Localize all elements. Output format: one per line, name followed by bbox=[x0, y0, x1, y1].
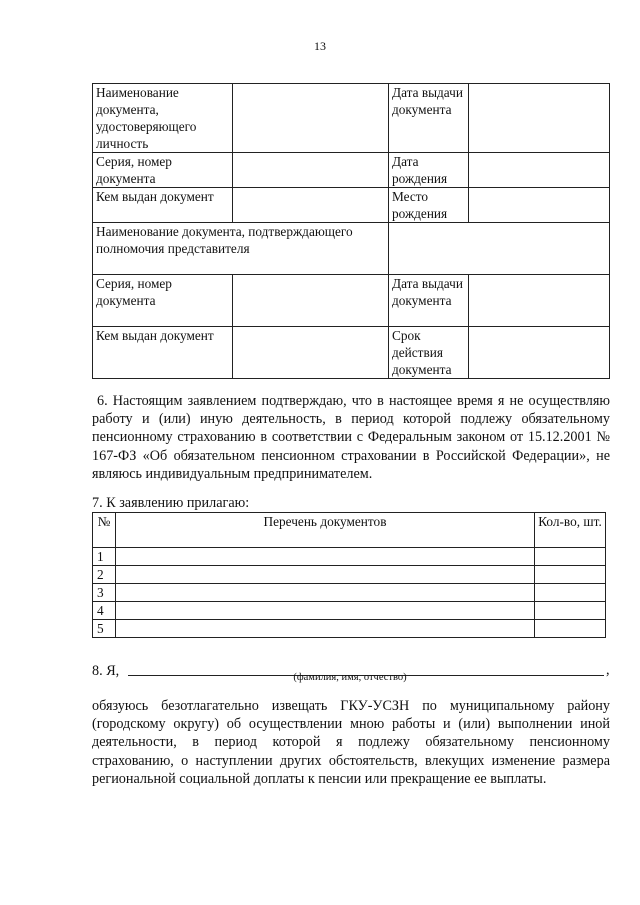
table-row bbox=[93, 548, 606, 566]
row-quantity-cell[interactable] bbox=[535, 548, 606, 566]
row-number: 5 bbox=[93, 620, 116, 638]
table-row bbox=[93, 584, 606, 602]
full-name-caption: (фамилия, имя, отчество) bbox=[293, 672, 407, 683]
label-rep-issue-date: Дата выдачи документа bbox=[389, 275, 469, 327]
row-document-cell[interactable] bbox=[116, 548, 535, 566]
row-number: 1 bbox=[93, 548, 116, 566]
field-id-document-name[interactable] bbox=[233, 84, 389, 153]
table-row bbox=[93, 84, 610, 153]
table-row bbox=[93, 275, 610, 327]
label-id-issue-date: Дата выдачи документа bbox=[389, 84, 469, 153]
row-number: 3 bbox=[93, 584, 116, 602]
table-row bbox=[93, 223, 610, 275]
field-birth-date[interactable] bbox=[469, 153, 610, 188]
row-quantity-cell[interactable] bbox=[535, 584, 606, 602]
field-id-issue-date[interactable] bbox=[469, 84, 610, 153]
label-birth-date: Дата рождения bbox=[389, 153, 469, 188]
header-number: № bbox=[93, 513, 116, 548]
row-number: 4 bbox=[93, 602, 116, 620]
table-row bbox=[93, 327, 610, 379]
field-rep-series-number[interactable] bbox=[233, 275, 389, 327]
label-id-series-number: Серия, номер документа bbox=[93, 153, 233, 188]
label-birth-place: Место рождения bbox=[389, 188, 469, 223]
row-document-cell[interactable] bbox=[116, 602, 535, 620]
row-quantity-cell[interactable] bbox=[535, 602, 606, 620]
section-6-paragraph: 6. Настоящим заявлением подтверждаю, что в настоящее время я не осуществляю работу и (или) иную деятельность, в период которой подлежу обязательному пенсионному страхованию в соответствии с Федеральным законом от 15.12.2001 № 167-ФЗ «Об обязательном пенсионном страховании в Российской Федерации», не являюсь индивидуальным предпринимателем. bbox=[92, 393, 610, 482]
label-rep-series-number: Серия, номер документа bbox=[93, 275, 233, 327]
field-id-series-number[interactable] bbox=[233, 153, 389, 188]
table-row bbox=[93, 620, 606, 638]
table-row bbox=[93, 188, 610, 223]
field-id-issued-by[interactable] bbox=[233, 188, 389, 223]
label-id-document-name: Наименование документа, удостоверяющего личность bbox=[93, 84, 233, 153]
section-8-comma: , bbox=[606, 662, 610, 678]
label-rep-validity: Срок действия документа bbox=[389, 327, 469, 379]
field-rep-issued-by[interactable] bbox=[233, 327, 389, 379]
table-row bbox=[93, 153, 610, 188]
section-7-title: 7. К заявлению прилагаю: bbox=[92, 495, 250, 511]
attachments-table bbox=[92, 512, 606, 638]
label-rep-issued-by: Кем выдан документ bbox=[93, 327, 233, 379]
field-rep-issue-date[interactable] bbox=[469, 275, 610, 327]
table-row bbox=[93, 566, 606, 584]
page-number: 13 bbox=[314, 39, 326, 53]
row-document-cell[interactable] bbox=[116, 584, 535, 602]
identity-document-table bbox=[92, 83, 610, 379]
row-document-cell[interactable] bbox=[116, 620, 535, 638]
field-rep-validity[interactable] bbox=[469, 327, 610, 379]
field-representative-document-name[interactable] bbox=[389, 223, 610, 275]
label-id-issued-by: Кем выдан документ bbox=[93, 188, 233, 223]
row-number: 2 bbox=[93, 566, 116, 584]
label-representative-document-name: Наименование документа, подтверждающего полномочия представителя bbox=[93, 223, 389, 275]
table-header-row bbox=[93, 513, 606, 548]
row-quantity-cell[interactable] bbox=[535, 566, 606, 584]
header-quantity: Кол-во, шт. bbox=[535, 513, 606, 548]
table-row bbox=[93, 602, 606, 620]
section-8-label: 8. Я, bbox=[92, 663, 120, 679]
row-document-cell[interactable] bbox=[116, 566, 535, 584]
section-8-paragraph: обязуюсь безотлагательно извещать ГКУ-УСЗН по муниципальному району (городскому округу) об осуществлении мною работы и (или) выполнении иной деятельности, в период которой я подлежу обязательному пенсионному страхованию, о наступлении других обстоятельств, влекущих изменение размера региональной социальной доплаты к пенсии или прекращение ее выплаты. bbox=[92, 698, 610, 787]
field-birth-place[interactable] bbox=[469, 188, 610, 223]
header-documents-list: Перечень документов bbox=[116, 513, 535, 548]
row-quantity-cell[interactable] bbox=[535, 620, 606, 638]
